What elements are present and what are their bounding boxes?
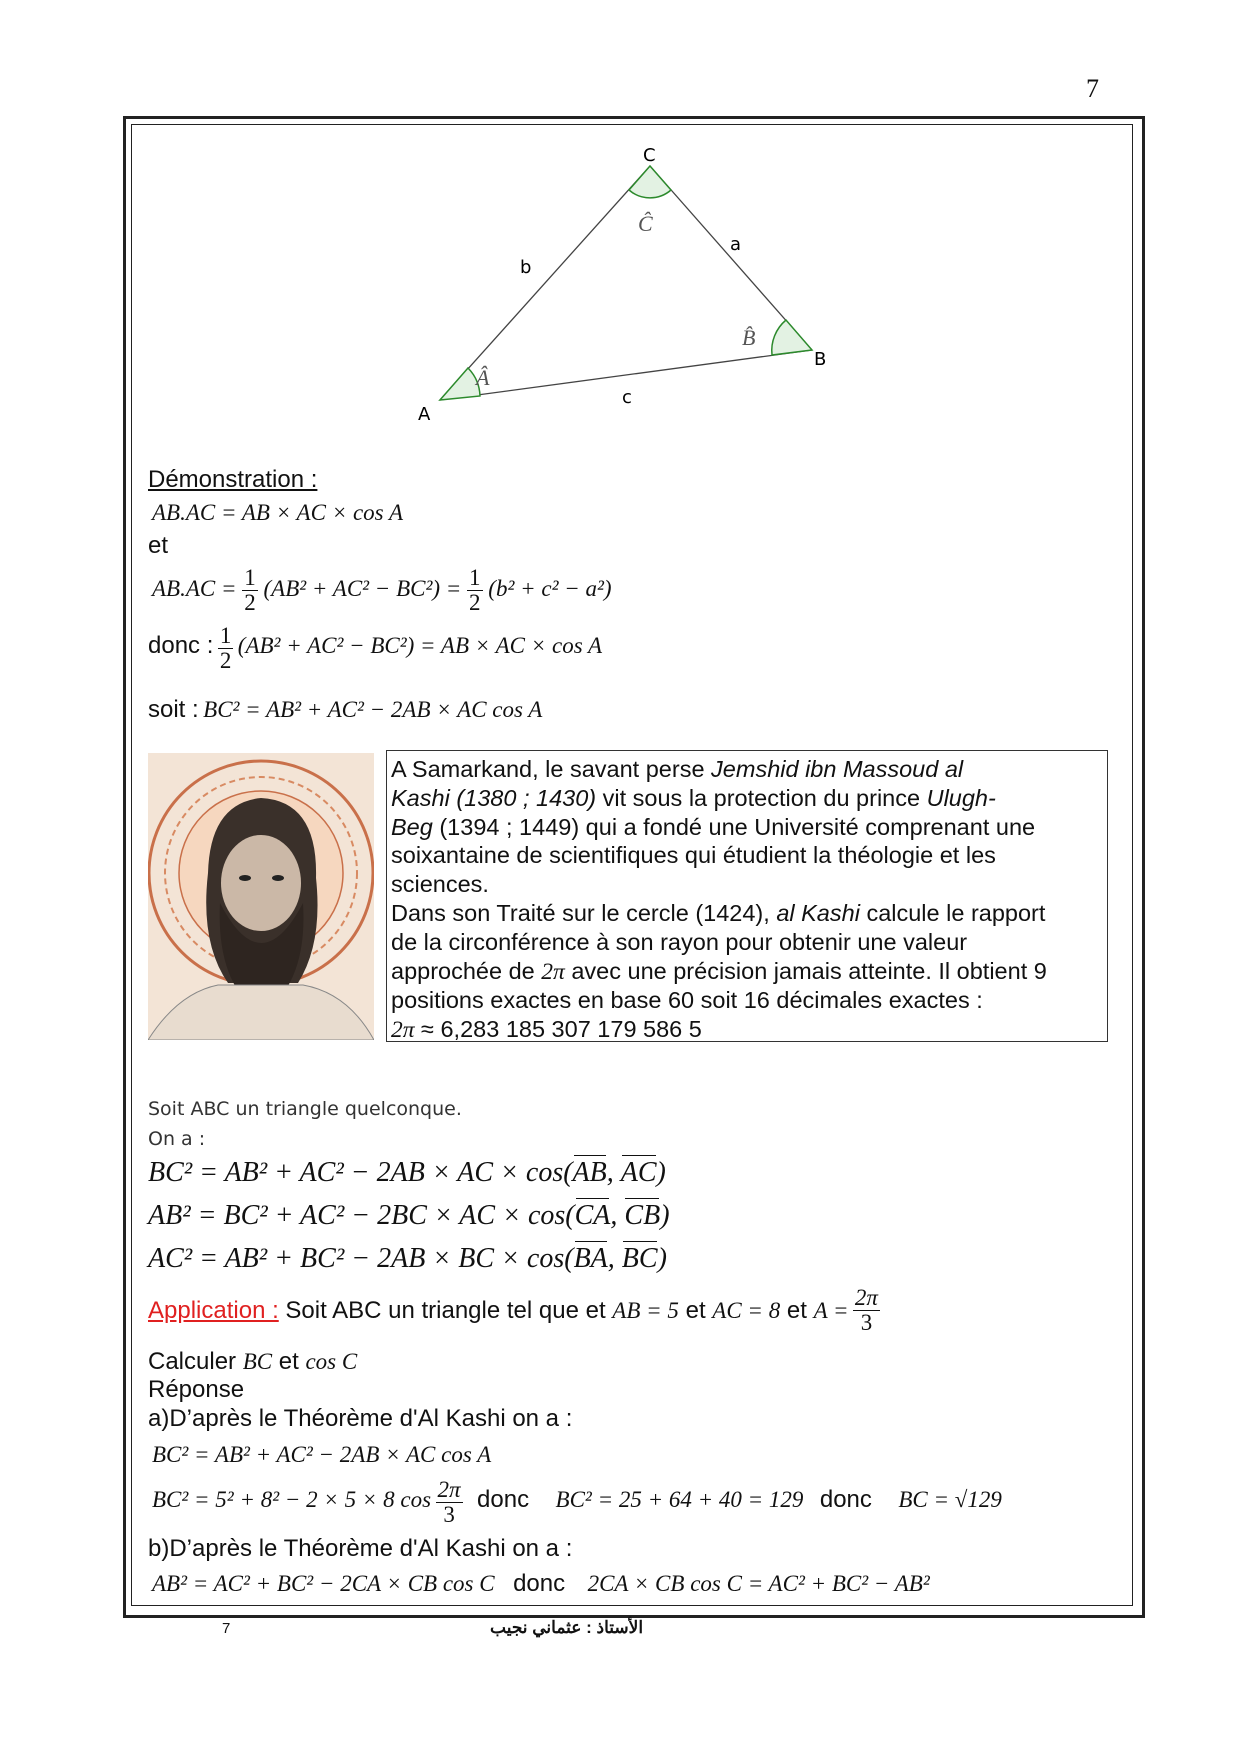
vector-ca: CA	[574, 1200, 611, 1231]
bio-line-8	[391, 957, 1091, 987]
bio-prince: Ulugh-	[926, 784, 996, 811]
donc-3: donc	[513, 1570, 566, 1597]
bio-alkashi: al Kashi	[776, 899, 860, 926]
part-a-eq1: BC² = AB² + AC² − 2AB × AC cos A	[152, 1442, 492, 1467]
half-den-3: 2	[219, 648, 232, 674]
calc-bc: BC	[242, 1349, 273, 1374]
general-ona: On a :	[148, 1128, 206, 1150]
bio-line-10	[391, 1015, 1091, 1045]
given-a: A =	[813, 1298, 849, 1324]
formula-ac: AC² = AB² + BC² − 2AB × BC × cos(BA, BC)	[148, 1243, 667, 1274]
angle-b-arc	[772, 320, 812, 355]
part-a-eq2a: BC² = 5² + 8² − 2 × 5 × 8 cos	[152, 1486, 432, 1512]
frac-den: 3	[860, 1310, 873, 1336]
bio-line-9: positions exactes en base 60 soit 16 décimales exactes :	[391, 987, 983, 1014]
bio-line-3	[391, 813, 1091, 842]
part-b-line: b)D’après le Théorème d'Al Kashi on a :	[148, 1535, 573, 1562]
demo-eq3: (AB² + AC² − BC²) = AB × AC × cos A	[237, 632, 603, 658]
bio-line-6	[391, 899, 1091, 928]
biography-box	[386, 750, 1108, 1042]
bio-line-4: soixantaine de scientifiques qui étudient la théologie et les	[391, 842, 996, 869]
vector-bc: BC	[621, 1243, 658, 1274]
bio-name-dates: Kashi (1380 ; 1430)	[391, 784, 597, 811]
half-den-2: 2	[469, 590, 481, 616]
frac-num-b: 2π	[437, 1477, 461, 1502]
demo-eq4-row	[148, 696, 542, 724]
calc-et: et	[272, 1348, 306, 1375]
vertex-c-label: C	[643, 145, 656, 166]
formula-ac-text: AC² = AB² + BC² − 2AB × BC × cos(	[148, 1243, 574, 1274]
page-number-top: 7	[1086, 74, 1099, 103]
formula-ab: AB² = BC² + AC² − 2BC × AC × cos(CA, CB)	[148, 1200, 670, 1231]
bio-2pi: 2π	[391, 1017, 415, 1044]
half-num: 1	[244, 565, 256, 590]
application-text: Soit ABC un triangle tel que et	[278, 1297, 613, 1325]
vector-cb: CB	[624, 1200, 661, 1231]
bio-line-7: de la circonférence à son rayon pour obtenir une valeur	[391, 928, 968, 955]
bio-text: vit sous la protection du prince	[596, 784, 927, 811]
page-number-bottom: 7	[222, 1620, 231, 1637]
bio-2pi: 2π	[541, 958, 565, 985]
bio-line-1	[391, 755, 1091, 784]
formula-ab-text: AB² = BC² + AC² − 2BC × AC × cos(	[148, 1200, 575, 1231]
side-a-label: a	[730, 234, 742, 255]
application-row	[148, 1286, 880, 1335]
calculer-label: Calculer	[148, 1348, 243, 1375]
application-et: et	[780, 1297, 814, 1325]
frac-den-b: 3	[443, 1502, 455, 1528]
side-c-label: c	[622, 387, 632, 408]
angle-a-label: Â	[476, 365, 490, 390]
vector-ba: BA	[573, 1243, 608, 1274]
bio-line-2	[391, 784, 1091, 813]
al-kashi-portrait	[148, 753, 374, 1040]
side-b-line	[440, 166, 650, 400]
bio-name: Jemshid ibn Massoud al	[711, 756, 964, 782]
donc-2: donc	[819, 1485, 872, 1513]
bio-prince-end: Beg	[391, 813, 433, 840]
angle-b-label: B̂	[742, 325, 756, 350]
angle-c-label: Ĉ	[638, 211, 653, 236]
part-b-eq-row	[152, 1570, 930, 1598]
demo-eq2	[152, 566, 612, 615]
bio-text: A Samarkand, le savant perse	[391, 756, 712, 782]
two-pi-over-3-b	[436, 1478, 463, 1527]
vertex-b-label: B	[814, 349, 827, 370]
bio-text: (1394 ; 1449) qui a fondé une Université comprenant une	[432, 813, 1036, 840]
demo-eq2-mid: (AB² + AC² − BC²) =	[263, 575, 462, 601]
donc-1: donc	[477, 1485, 530, 1513]
demo-eq2-rhs: (b² + c² − a²)	[488, 575, 612, 601]
demo-title: Démonstration :	[148, 466, 318, 493]
part-b-eq1: AB² = AC² + BC² − 2CA × CB cos C	[152, 1571, 495, 1596]
half-num-2: 1	[469, 565, 481, 590]
demo-eq1: AB.AC = AB × AC × cos A	[152, 500, 404, 525]
application-label: Application :	[148, 1297, 279, 1325]
given-ac: AC = 8	[712, 1298, 781, 1324]
bio-line-5: sciences.	[391, 871, 489, 898]
calculer-row	[148, 1348, 357, 1376]
part-a-eq2-row	[152, 1478, 1002, 1527]
two-pi-over-3	[853, 1286, 880, 1335]
vector-ac: AC	[620, 1157, 657, 1188]
calc-cos: cos C	[305, 1349, 358, 1374]
angle-a-arc	[440, 368, 480, 400]
soit-label: soit :	[148, 696, 199, 723]
part-b-eq2: 2CA × CB cos C = AC² + BC² − AB²	[587, 1571, 930, 1596]
demo-et: et	[148, 532, 169, 559]
bio-text: avec une précision jamais atteinte. Il obtient 9	[564, 957, 1047, 984]
formula-bc-text: BC² = AB² + AC² − 2AB × AC × cos(	[148, 1157, 573, 1188]
bio-value: ≈ 6,283 185 307 179 586 5	[414, 1016, 702, 1043]
bio-text: calcule le rapport	[859, 899, 1046, 926]
triangle-figure	[400, 135, 860, 435]
formula-bc: BC² = AB² + AC² − 2AB × AC × cos(AB, AC)	[148, 1157, 666, 1188]
demo-eq2-lhs: AB.AC =	[152, 575, 237, 601]
author-footer: الأستاذ : عثماني نجيب	[490, 1618, 644, 1637]
bio-text: approchée de	[391, 957, 542, 984]
bio-text: Dans son Traité sur le cercle (1424),	[391, 899, 777, 926]
demo-eq4: BC² = AB² + AC² − 2AB × AC cos A	[203, 697, 543, 722]
part-a-eq2b: BC² = 25 + 64 + 40 = 129	[555, 1486, 804, 1512]
general-intro: Soit ABC un triangle quelconque.	[148, 1098, 462, 1120]
part-a-eq2c: BC = √129	[898, 1486, 1002, 1512]
half-fraction	[242, 566, 258, 615]
side-b-label: b	[520, 257, 532, 278]
vertex-a-label: A	[418, 404, 431, 425]
given-ab: AB = 5	[612, 1298, 679, 1324]
angle-c-arc	[629, 166, 671, 198]
half-num-3: 1	[219, 623, 232, 648]
half-fraction-2	[467, 566, 483, 615]
donc-label: donc :	[148, 631, 214, 659]
frac-num: 2π	[854, 1285, 878, 1310]
half-den: 2	[244, 590, 256, 616]
reponse-label: Réponse	[148, 1376, 245, 1403]
demo-eq3-row	[148, 624, 602, 673]
vector-ab: AB	[572, 1157, 607, 1188]
part-a-line: a)D’après le Théorème d'Al Kashi on a :	[148, 1405, 573, 1432]
half-fraction-3	[218, 624, 234, 673]
application-et: et	[678, 1297, 713, 1325]
